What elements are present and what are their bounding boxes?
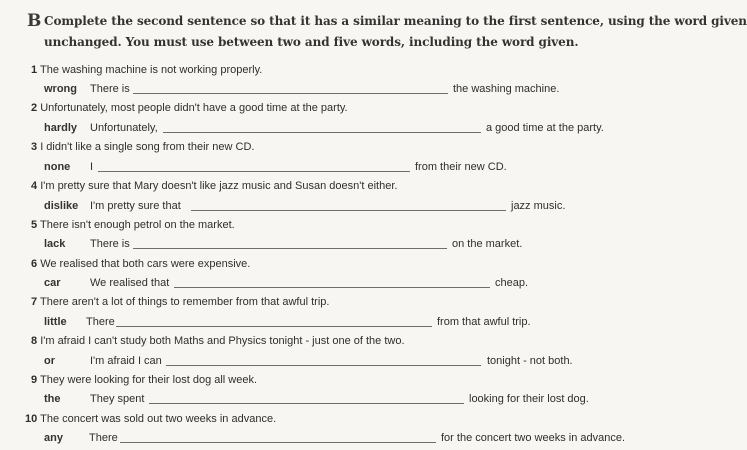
- sentence-start: I'm pretty sure that: [90, 200, 181, 212]
- answer-row-6: [0, 277, 673, 291]
- keyword: dislike: [44, 200, 79, 212]
- sentence-end: jazz music.: [511, 200, 566, 212]
- sentence-start: I: [90, 161, 94, 173]
- question-sentence: We realised that both cars were expensive.: [40, 258, 251, 270]
- question-number: 9: [31, 374, 38, 386]
- keyword: hardly: [44, 122, 78, 134]
- question-number: 1: [31, 64, 38, 76]
- answer-blank[interactable]: [166, 355, 481, 366]
- question-number: 7: [31, 296, 38, 308]
- question-sentence: There aren't a lot of things to remember from that awful trip.: [39, 296, 330, 308]
- question-4: [31, 180, 397, 192]
- answer-blank[interactable]: [163, 122, 481, 133]
- question-9: [31, 374, 257, 386]
- question-number: 4: [31, 180, 38, 192]
- question-sentence: Unfortunately, most people didn't have a good time at the party.: [40, 102, 348, 114]
- sentence-end: for the concert two weeks in advance.: [441, 432, 626, 444]
- answer-blank[interactable]: [191, 200, 506, 211]
- question-1: [31, 64, 262, 76]
- answer-blank[interactable]: [98, 161, 410, 172]
- answer-blank[interactable]: [133, 83, 448, 94]
- sentence-start: There is: [90, 83, 130, 95]
- question-sentence: I'm pretty sure that Mary doesn't like jazz music and Susan doesn't either.: [40, 180, 398, 192]
- question-5: [31, 219, 235, 231]
- sentence-end: cheap.: [495, 277, 529, 289]
- question-sentence: I didn't like a single song from their new CD.: [40, 141, 255, 153]
- sentence-start: There: [86, 316, 115, 328]
- answer-row-1: [0, 83, 673, 97]
- answer-row-7: [0, 316, 673, 330]
- answer-row-9: [0, 393, 673, 407]
- sentence-end: looking for their lost dog.: [469, 393, 589, 405]
- answer-row-10: [0, 432, 673, 446]
- sentence-end: on the market.: [452, 238, 523, 250]
- question-6: [31, 258, 250, 270]
- keyword: car: [44, 277, 61, 289]
- page-watermark: [2, 410, 20, 434]
- sentence-end: a good time at the party.: [486, 122, 604, 134]
- sentence-start: There: [89, 432, 118, 444]
- keyword: little: [44, 316, 67, 328]
- question-sentence: I'm afraid I can't study both Maths and Physics tonight - just one of the two.: [40, 335, 405, 347]
- answer-blank[interactable]: [149, 393, 464, 404]
- keyword: wrong: [44, 83, 77, 95]
- question-number: 10: [25, 413, 38, 425]
- keyword: the: [44, 393, 61, 405]
- answer-row-2: [0, 122, 673, 136]
- question-number: 6: [31, 258, 38, 270]
- keyword: lack: [44, 238, 66, 250]
- answer-row-3: [0, 161, 673, 175]
- answer-blank[interactable]: [120, 432, 436, 443]
- question-number: 5: [31, 219, 38, 231]
- keyword: or: [44, 355, 55, 367]
- answer-blank[interactable]: [174, 277, 490, 288]
- sentence-end: the washing machine.: [453, 83, 560, 95]
- answer-blank[interactable]: [133, 238, 447, 249]
- question-number: 3: [31, 141, 38, 153]
- question-2: [31, 102, 348, 114]
- answer-row-5: [0, 238, 673, 252]
- answer-blank[interactable]: [116, 316, 432, 327]
- sentence-end: from their new CD.: [415, 161, 507, 173]
- sentence-end: from that awful trip.: [437, 316, 531, 328]
- answer-row-8: [0, 355, 673, 369]
- question-10: [25, 413, 276, 425]
- sentence-start: Unfortunately,: [90, 122, 158, 134]
- question-number: 2: [31, 102, 38, 114]
- sentence-start: We realised that: [90, 277, 170, 289]
- keyword: none: [44, 161, 71, 173]
- question-sentence: The washing machine is not working properly.: [39, 64, 263, 76]
- answer-row-4: [0, 200, 673, 214]
- question-sentence: They were looking for their lost dog all week.: [39, 374, 258, 386]
- question-number: 8: [31, 335, 38, 347]
- question-3: [31, 141, 254, 153]
- instruction-line-1: Complete the second sentence so that it has a similar meaning to the first sentence, using the word given: [44, 14, 747, 28]
- section-letter: B: [27, 11, 42, 31]
- sentence-end: tonight - not both.: [487, 355, 573, 367]
- instruction-line-2: unchanged. You must use between two and five words, including the word given.: [44, 35, 579, 49]
- question-7: [31, 296, 329, 308]
- sentence-start: There is: [90, 238, 130, 250]
- question-8: [31, 335, 405, 347]
- keyword: any: [44, 432, 63, 444]
- question-sentence: The concert was sold out two weeks in advance.: [40, 413, 277, 425]
- sentence-start: They spent: [90, 393, 145, 405]
- question-sentence: There isn't enough petrol on the market.: [39, 219, 235, 231]
- sentence-start: I'm afraid I can: [90, 355, 162, 367]
